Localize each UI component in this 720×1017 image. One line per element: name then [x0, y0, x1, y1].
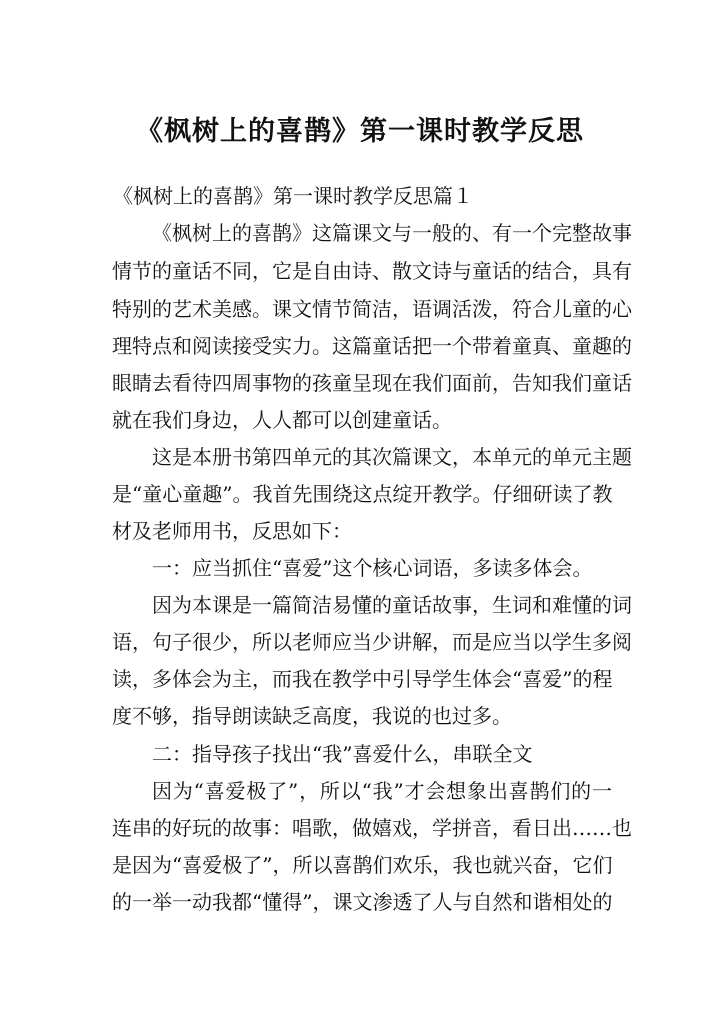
paragraph-line: 特别的艺术美感。课文情节简洁，语调活泼，符合儿童的心 [112, 297, 632, 321]
section-heading: 《枫树上的喜鹊》第一课时教学反思篇１ [113, 184, 473, 208]
paragraph-line: 是“童心童趣”。我首先围绕这点绽开教学。仔细研读了教 [112, 482, 613, 506]
paragraph-line: 眼睛去看待四周事物的孩童呈现在我们面前，告知我们童话 [112, 371, 632, 395]
paragraph-line: 语，句子很少，所以老师应当少讲解，而是应当以学生多阅 [112, 630, 632, 654]
paragraph-line: 就在我们身边，人人都可以创建童话。 [112, 408, 452, 432]
list-point-heading: 一：应当抓住“喜爱”这个核心词语，多读多体会。 [152, 556, 593, 580]
paragraph-line: 的一举一动我都“懂得”，课文渗透了人与自然和谐相处的 [112, 890, 613, 914]
paragraph-line: 理特点和阅读接受实力。这篇童话把一个带着童真、童趣的 [112, 334, 632, 358]
list-point-heading: 二：指导孩子找出“我”喜爱什么，串联全文 [152, 742, 533, 766]
paragraph-line: 《枫树上的喜鹊》这篇课文与一般的、有一个完整故事 [152, 221, 632, 245]
paragraph-line: 因为本课是一篇简洁易懂的童话故事，生词和难懂的词 [152, 593, 632, 617]
paragraph-line: 读，多体会为主，而我在教学中引导学生体会“喜爱”的程 [112, 667, 613, 691]
paragraph-line: 因为“喜爱极了”，所以“我”才会想象出喜鹊们的一 [152, 779, 612, 803]
paragraph-line: 度不够，指导朗读缺乏高度，我说的也过多。 [112, 704, 512, 728]
paragraph-line: 材及老师用书，反思如下： [112, 519, 352, 543]
paragraph-line: 是因为“喜爱极了”，所以喜鹊们欢乐，我也就兴奋，它们 [112, 853, 613, 877]
paragraph-line: 这是本册书第四单元的其次篇课文，本单元的单元主题 [152, 445, 632, 469]
paragraph-line: 连串的好玩的故事：唱歌，做嬉戏，学拼音，看日出……也 [112, 816, 632, 840]
paragraph-line: 情节的童话不同，它是自由诗、散文诗与童话的结合，具有 [112, 259, 632, 283]
document-title: 《枫树上的喜鹊》第一课时教学反思 [136, 116, 584, 147]
